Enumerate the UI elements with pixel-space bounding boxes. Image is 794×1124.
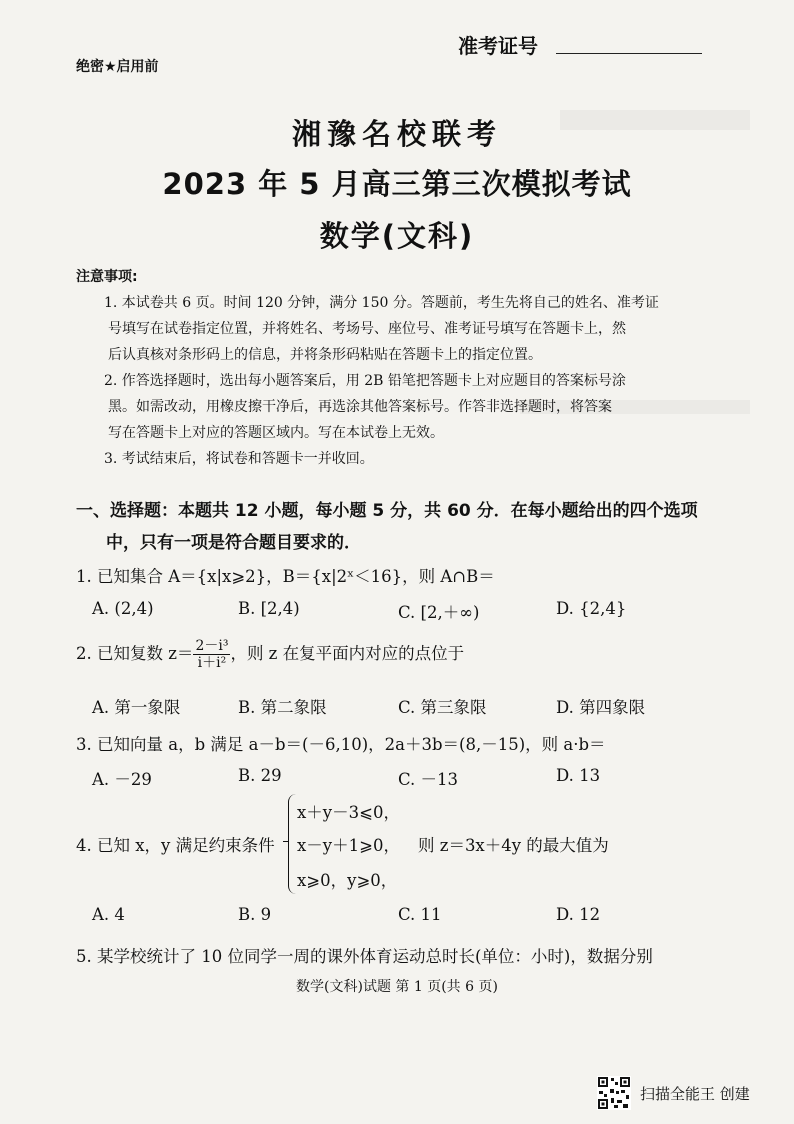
question-2-option-b: B. 第二象限 bbox=[238, 698, 327, 717]
scanner-watermark: 扫描全能王 创建 bbox=[640, 1085, 750, 1103]
question-5-stem: 5. 某学校统计了 10 位同学一周的课外体育运动总时长(单位：小时)，数据分别 bbox=[76, 947, 653, 966]
note-line: 号填写在试卷指定位置，并将姓名、考场号、座位号、准考证号填写在答题卡上，然 bbox=[108, 321, 626, 337]
note-line: 写在答题卡上对应的答题区域内。写在本试卷上无效。 bbox=[108, 425, 444, 441]
question-1-option-c: C. [2,＋∞) bbox=[398, 603, 480, 622]
question-4-option-c: C. 11 bbox=[398, 905, 442, 924]
exam-subtitle: 2023 年 5 月高三第三次模拟考试 bbox=[162, 167, 632, 201]
question-4-option-d: D. 12 bbox=[556, 905, 601, 924]
question-3-option-d: D. 13 bbox=[556, 766, 601, 785]
page-footer: 数学(文科)试题 第 1 页(共 6 页) bbox=[296, 979, 498, 995]
question-2-option-c: C. 第三象限 bbox=[398, 698, 487, 717]
question-4-stem-post: 则 z＝3x＋4y 的最大值为 bbox=[418, 836, 609, 855]
constraint-brace bbox=[288, 794, 297, 894]
question-2-stem-post: ，则 z 在复平面内对应的点位于 bbox=[230, 644, 465, 664]
question-1-stem: 1. 已知集合 A＝{x|x⩾2}，B＝{x|2ˣ＜16}，则 A∩B＝ bbox=[76, 567, 495, 586]
note-line: 2. 作答选择题时，选出每小题答案后，用 2B 铅笔把答题卡上对应题目的答案标号涂 bbox=[104, 373, 626, 389]
fraction-denominator: i＋i² bbox=[197, 655, 227, 672]
note-line: 后认真核对条形码上的信息，并将条形码粘贴在答题卡上的指定位置。 bbox=[108, 347, 542, 363]
question-2-option-d: D. 第四象限 bbox=[556, 698, 646, 717]
question-3-option-c: C. －13 bbox=[398, 770, 459, 789]
question-2-option-a: A. 第一象限 bbox=[92, 698, 181, 717]
exam-title: 湘豫名校联考 bbox=[291, 117, 502, 151]
question-4-option-a: A. 4 bbox=[92, 905, 125, 924]
section-heading-cont: 中，只有一项是符合题目要求的． bbox=[106, 533, 361, 553]
constraint-1: x＋y－3⩽0， bbox=[297, 803, 400, 822]
note-line: 黑。如需改动，用橡皮擦干净后，再选涂其他答案标号。作答非选择题时，将答案 bbox=[108, 399, 612, 415]
note-line: 1. 本试卷共 6 页。时间 120 分钟，满分 150 分。答题前，考生先将自己的姓名、准考证 bbox=[104, 295, 659, 311]
exam-id-label: 准考证号 bbox=[458, 34, 538, 58]
subject-title: 数学(文科) bbox=[319, 219, 475, 253]
constraint-brace-tip bbox=[283, 841, 289, 842]
fraction-numerator: 2－i³ bbox=[195, 638, 229, 654]
question-4-stem-pre: 4. 已知 x，y 满足约束条件 bbox=[76, 836, 275, 855]
constraint-3: x⩾0，y⩾0， bbox=[297, 871, 398, 890]
question-1-option-a: A. (2,4) bbox=[92, 599, 154, 618]
question-1-option-b: B. [2,4) bbox=[238, 599, 300, 618]
question-4-option-b: B. 9 bbox=[238, 905, 272, 924]
question-1-option-d: D. {2,4} bbox=[556, 599, 627, 618]
notes-heading: 注意事项: bbox=[76, 269, 138, 285]
exam-id-blank bbox=[556, 53, 702, 54]
constraint-2: x－y＋1⩾0， bbox=[297, 836, 400, 855]
question-2-stem-pre: 2. 已知复数 z＝ bbox=[76, 644, 194, 664]
question-3-option-a: A. －29 bbox=[92, 770, 152, 789]
note-line: 3. 考试结束后，将试卷和答题卡一并收回。 bbox=[104, 451, 374, 467]
section-heading: 一、选择题：本题共 12 小题，每小题 5 分，共 60 分．在每小题给出的四个选项 bbox=[76, 501, 698, 521]
question-3-stem: 3. 已知向量 a，b 满足 a－b＝(－6,10)，2a＋3b＝(8,－15)，则 a·b＝ bbox=[76, 735, 606, 754]
question-2-stem bbox=[76, 638, 464, 671]
secret-label: 绝密★启用前 bbox=[76, 59, 159, 75]
question-3-option-b: B. 29 bbox=[238, 766, 282, 785]
qr-code-icon bbox=[597, 1076, 631, 1110]
fraction bbox=[193, 638, 230, 671]
